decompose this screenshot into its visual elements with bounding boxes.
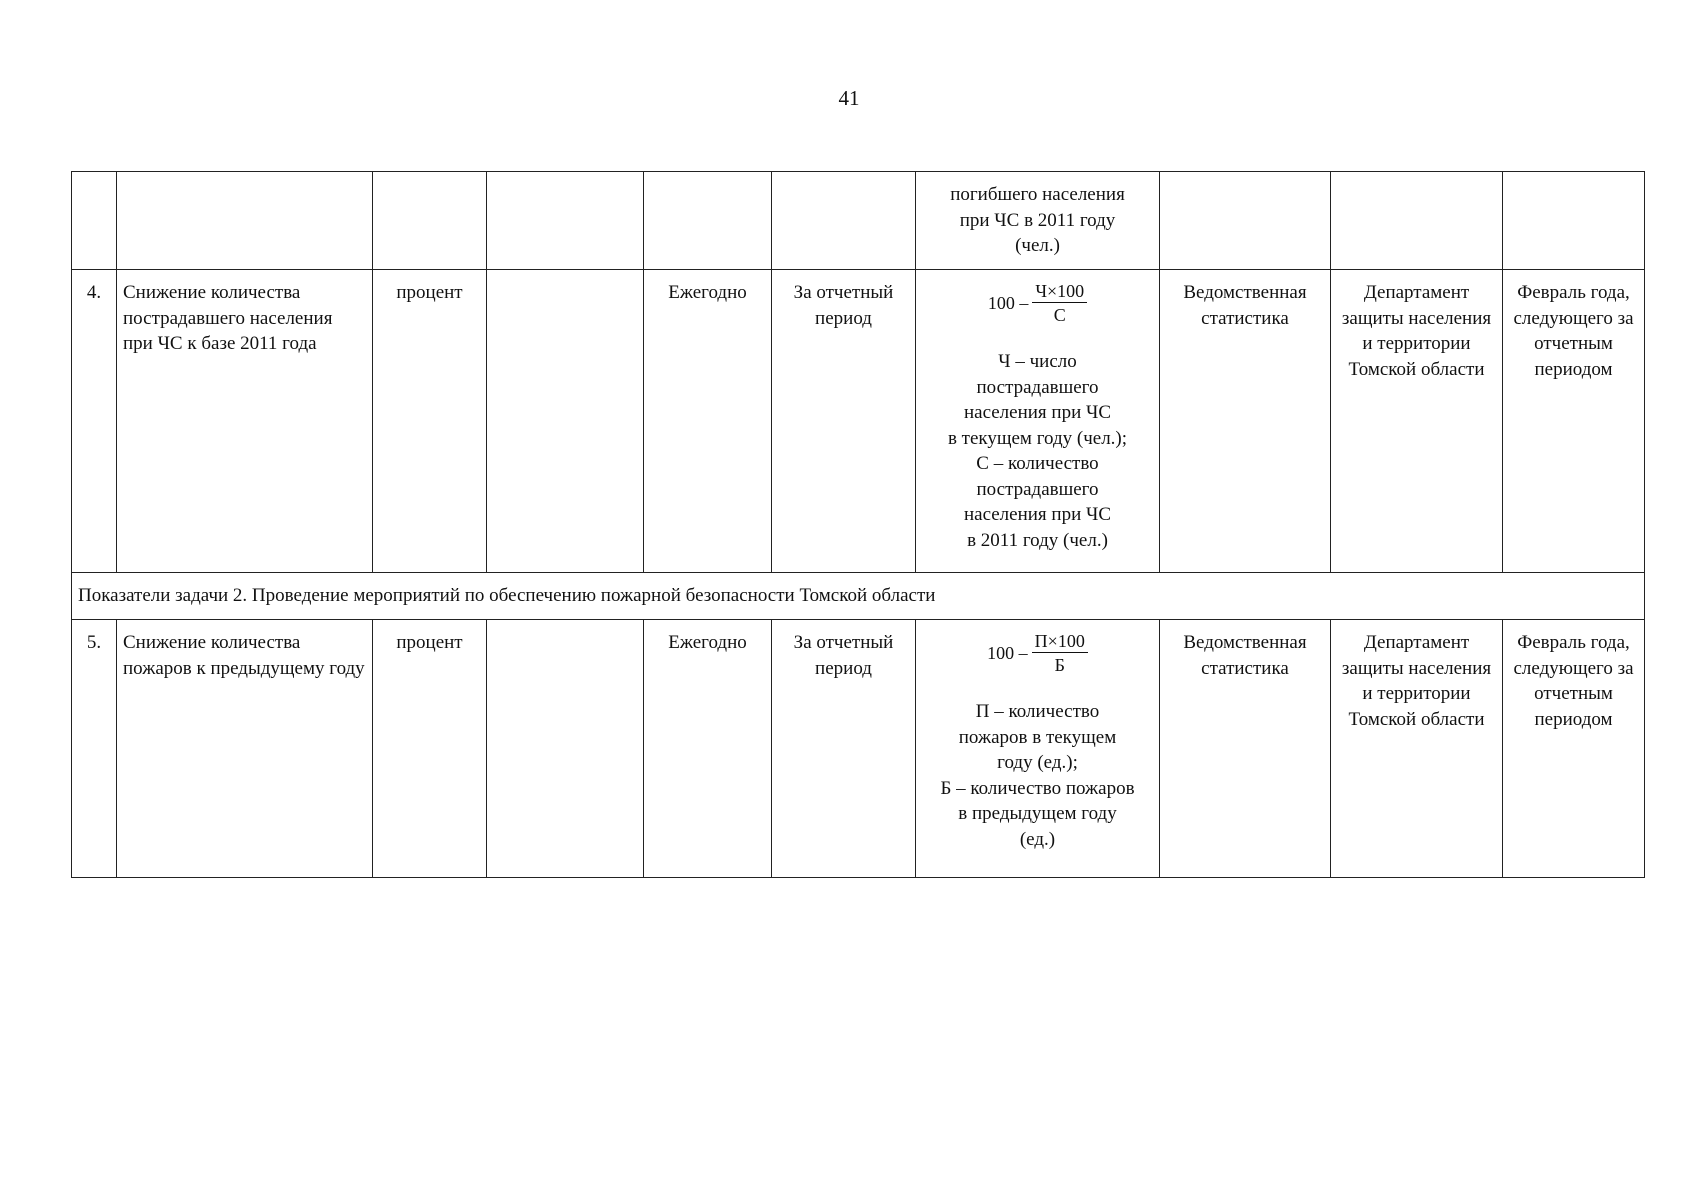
cell-unit <box>373 172 487 270</box>
formula-description: П – количество пожаров в текущем году (ед.); Б – количество пожаров в предыдущем году (ед.) <box>940 701 1135 850</box>
cell-formula <box>916 270 1160 573</box>
indicators-table <box>71 171 1645 878</box>
cell-deadline: Февраль года, следующего за отчетным периодом <box>1503 620 1645 878</box>
cell-deadline <box>1503 172 1645 270</box>
cell-periodicity: Ежегодно <box>644 270 772 573</box>
cell-name: Снижение количества пожаров к предыдущему году <box>117 620 373 878</box>
table-row-continuation <box>72 172 1645 270</box>
section-title: Показатели задачи 2. Проведение мероприятий по обеспечению пожарной безопасности Томской области <box>72 573 1645 620</box>
cell-time <box>772 172 916 270</box>
formula-description: погибшего населения при ЧС в 2011 году (чел.) <box>950 184 1125 256</box>
cell-col4 <box>487 270 644 573</box>
formula-prefix: 100 – <box>987 642 1028 663</box>
formula-numerator: П×100 <box>1032 630 1088 653</box>
cell-unit: процент <box>373 620 487 878</box>
cell-deadline: Февраль года, следующего за отчетным периодом <box>1503 270 1645 573</box>
cell-num: 4. <box>72 270 117 573</box>
page-number: 41 <box>838 86 860 110</box>
cell-time: За отчетный период <box>772 270 916 573</box>
table-row <box>72 270 1645 573</box>
formula-numerator: Ч×100 <box>1032 280 1087 303</box>
formula-description: Ч – число пострадавшего населения при ЧС в текущем году (чел.); С – количество пострадавшего населения при ЧС в 2011 году (чел.) <box>947 351 1128 551</box>
section-row <box>72 573 1645 620</box>
cell-unit: процент <box>373 270 487 573</box>
cell-source: Ведомственная статистика <box>1160 270 1331 573</box>
formula-denominator: С <box>1053 305 1066 325</box>
cell-responsible: Департамент защиты населения и территории Томской области <box>1331 620 1503 878</box>
cell-formula <box>916 172 1160 270</box>
cell-time: За отчетный период <box>772 620 916 878</box>
formula-denominator: Б <box>1054 655 1065 675</box>
formula-fraction <box>1032 280 1087 327</box>
formula <box>922 630 1153 677</box>
cell-responsible <box>1331 172 1503 270</box>
cell-periodicity: Ежегодно <box>644 620 772 878</box>
cell-periodicity <box>644 172 772 270</box>
cell-num <box>72 172 117 270</box>
formula-prefix: 100 – <box>987 292 1029 313</box>
cell-source: Ведомственная статистика <box>1160 620 1331 878</box>
cell-name <box>117 172 373 270</box>
cell-col4 <box>487 172 644 270</box>
table-row <box>72 620 1645 878</box>
cell-num: 5. <box>72 620 117 878</box>
formula <box>922 280 1153 327</box>
cell-name: Снижение количества пострадавшего населения при ЧС к базе 2011 года <box>117 270 373 573</box>
cell-formula <box>916 620 1160 878</box>
cell-responsible: Департамент защиты населения и территории Томской области <box>1331 270 1503 573</box>
cell-source <box>1160 172 1331 270</box>
cell-col4 <box>487 620 644 878</box>
formula-fraction <box>1032 630 1088 677</box>
